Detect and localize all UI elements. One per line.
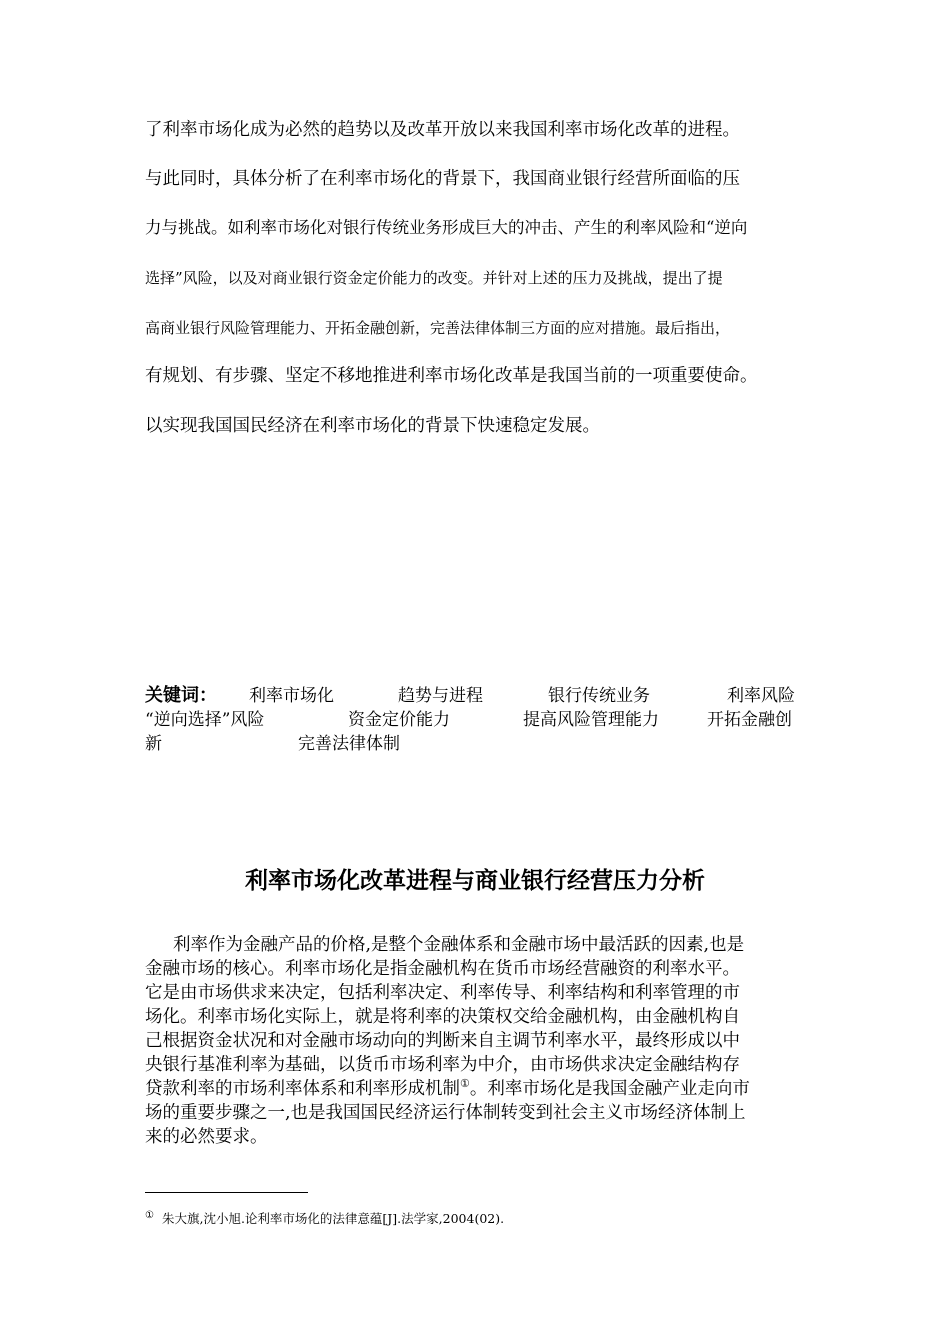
body-line: 央银行基准利率为基础，以货币市场利率为中介，由市场供求决定金融结构存 bbox=[145, 1055, 740, 1075]
keyword: 利率风险 bbox=[727, 686, 795, 706]
abstract-line: 与此同时，具体分析了在利率市场化的背景下，我国商业银行经营所面临的压 bbox=[145, 169, 740, 189]
abstract-line: 有规划、有步骤、坚定不移地推进利率市场化改革是我国当前的一项重要使命。 bbox=[145, 366, 758, 386]
abstract-line: 选择”风险，以及对商业银行资金定价能力的改变。并针对上述的压力及挑战，提出了提 bbox=[145, 269, 723, 287]
keyword: 开拓金融创 bbox=[707, 710, 792, 730]
footnote-text: 朱大旗,沈小旭.论利率市场化的法律意蕴[J].法学家,2004(02). bbox=[161, 1211, 505, 1226]
body-line bbox=[145, 1077, 750, 1101]
body-line: 它是由市场供求来决定，包括利率决定、利率传导、利率结构和利率管理的市 bbox=[145, 983, 740, 1003]
body-line: 场化。利率市场化实际上，就是将利率的决策权交给金融机构，由金融机构自 bbox=[145, 1007, 740, 1027]
footnote bbox=[145, 1210, 504, 1228]
keyword: 趋势与进程 bbox=[398, 686, 483, 706]
body-line-text: 。利率市场化是我国金融产业走向市 bbox=[469, 1079, 750, 1099]
body-line-text: 贷款利率的市场利率体系和利率形成机制 bbox=[145, 1079, 460, 1099]
keywords-row bbox=[145, 684, 815, 708]
body-line: 己根据资金状况和对金融市场动向的判断来自主调节利率水平，最终形成以中 bbox=[145, 1031, 740, 1051]
section-title: 利率市场化改革进程与商业银行经营压力分析 bbox=[245, 868, 705, 894]
body-line: 利率作为金融产品的价格,是整个金融体系和金融市场中最活跃的因素,也是 bbox=[173, 935, 745, 955]
keyword: “逆向选择”风险 bbox=[145, 710, 265, 730]
footnote-reference[interactable]: ① bbox=[460, 1077, 470, 1091]
footnote-divider bbox=[145, 1192, 308, 1193]
keywords-block bbox=[145, 684, 815, 756]
abstract-line: 力与挑战。如利率市场化对银行传统业务形成巨大的冲击、产生的利率风险和“逆向 bbox=[145, 218, 748, 237]
body-line: 金融市场的核心。利率市场化是指金融机构在货币市场经营融资的利率水平。 bbox=[145, 959, 740, 979]
body-line: 来的必然要求。 bbox=[145, 1127, 268, 1147]
keyword: 提高风险管理能力 bbox=[523, 710, 659, 730]
keywords-row bbox=[145, 708, 815, 732]
footnote-mark: ① bbox=[145, 1209, 154, 1221]
keyword: 资金定价能力 bbox=[348, 710, 450, 730]
keywords-label: 关键词： bbox=[145, 685, 217, 706]
abstract-line: 以实现我国国民经济在利率市场化的背景下快速稳定发展。 bbox=[145, 416, 600, 436]
keyword: 银行传统业务 bbox=[548, 686, 650, 706]
abstract-line: 了利率市场化成为必然的趋势以及改革开放以来我国利率市场化改革的进程。 bbox=[145, 120, 740, 140]
keyword: 利率市场化 bbox=[249, 686, 334, 706]
keywords-row bbox=[145, 732, 815, 756]
body-line: 场的重要步骤之一,也是我国国民经济运行体制转变到社会主义市场经济体制上 bbox=[145, 1103, 746, 1123]
keyword: 完善法律体制 bbox=[298, 734, 400, 754]
abstract-line: 高商业银行风险管理能力、开拓金融创新，完善法律体制三方面的应对措施。最后指出， bbox=[145, 319, 731, 337]
keyword: 新 bbox=[145, 734, 162, 754]
